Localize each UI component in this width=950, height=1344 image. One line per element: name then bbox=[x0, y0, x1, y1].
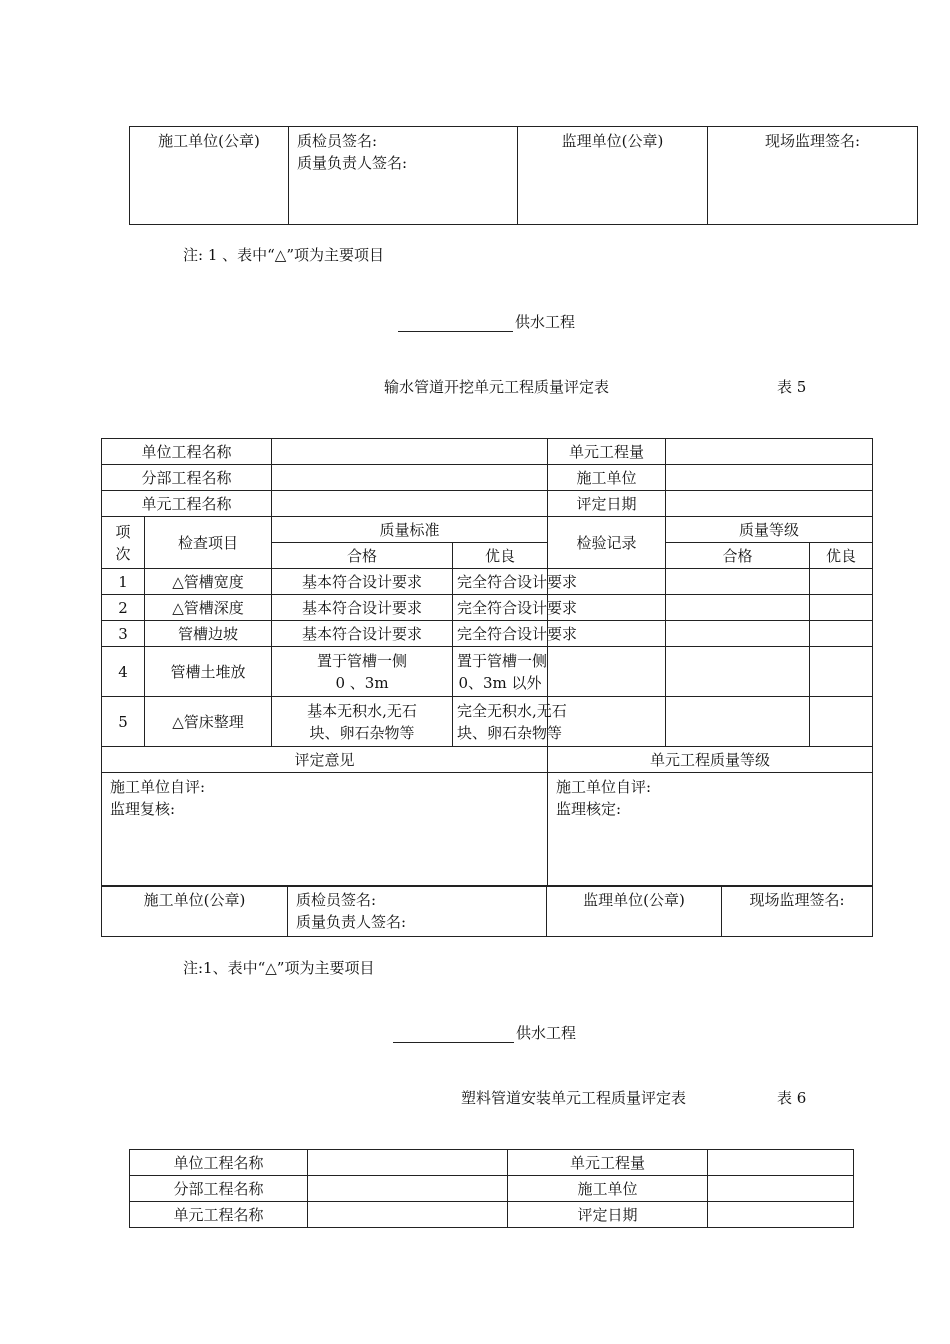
excellent-standard bbox=[453, 697, 567, 747]
grade-qualified-cell bbox=[666, 569, 810, 595]
grade-qualified-cell bbox=[666, 621, 810, 647]
qualified-standard bbox=[272, 647, 453, 697]
grade-excellent-cell bbox=[810, 569, 873, 595]
site-supervisor-signature-cell bbox=[708, 127, 918, 225]
element-project-name-label: 单元工程名称 bbox=[102, 491, 272, 517]
assessment-date-label: 评定日期 bbox=[548, 491, 666, 517]
assessment-date-label: 评定日期 bbox=[508, 1202, 708, 1228]
table-row bbox=[102, 621, 873, 647]
element-quantity-value bbox=[708, 1150, 854, 1176]
construction-unit-seal-label: 施工单位(公章) bbox=[158, 132, 260, 150]
unit-project-name-label: 单位工程名称 bbox=[102, 439, 272, 465]
table5-title: 输水管道开挖单元工程质量评定表 bbox=[384, 378, 610, 396]
project-suffix: 供水工程 bbox=[515, 313, 576, 331]
qualified-standard: 基本符合设计要求 bbox=[272, 569, 453, 595]
grade-qualified-cell bbox=[666, 647, 810, 697]
quality-head-signature-label: 质量负责人签名: bbox=[296, 913, 407, 931]
excellent-standard-line2: 块、卵石杂物等 bbox=[457, 723, 563, 742]
grade-excellent-header: 优良 bbox=[810, 543, 873, 569]
construction-unit-label: 施工单位 bbox=[548, 465, 666, 491]
construction-unit-value bbox=[666, 465, 873, 491]
row-number: 2 bbox=[102, 595, 145, 621]
unit-project-name-label: 单位工程名称 bbox=[130, 1150, 308, 1176]
supervision-unit-seal-cell bbox=[547, 886, 722, 937]
site-supervisor-signature-label: 现场监理签名: bbox=[749, 891, 845, 909]
inspector-signature-cell bbox=[289, 127, 518, 225]
table6-title: 塑料管道安装单元工程质量评定表 bbox=[461, 1089, 687, 1107]
table-row bbox=[102, 647, 873, 697]
element-quantity-value bbox=[666, 439, 873, 465]
excellent-standard: 完全符合设计要求 bbox=[453, 621, 548, 647]
unit-project-name-value bbox=[272, 439, 548, 465]
check-item: 管槽边坡 bbox=[145, 621, 272, 647]
qualified-standard bbox=[272, 697, 453, 747]
grade-qualified-cell bbox=[666, 697, 810, 747]
note-mid: 注:1、表中“△”项为主要项目 bbox=[183, 959, 375, 977]
inspection-record-cell bbox=[548, 647, 666, 697]
table6-number: 表 6 bbox=[777, 1089, 807, 1107]
grade-excellent-cell bbox=[810, 595, 873, 621]
element-project-name-label: 单元工程名称 bbox=[130, 1202, 308, 1228]
qualified-standard-header: 合格 bbox=[272, 543, 453, 569]
assessment-opinion-cell bbox=[102, 773, 548, 887]
qualified-standard-line1: 基本无积水,无石 bbox=[307, 701, 417, 720]
element-quantity-label: 单元工程量 bbox=[508, 1150, 708, 1176]
construction-unit-seal-cell bbox=[102, 886, 288, 937]
row-number: 5 bbox=[102, 697, 145, 747]
qualified-standard-line2: 块、卵石杂物等 bbox=[309, 723, 415, 742]
inspector-signature-cell bbox=[288, 886, 547, 937]
unit-project-name-value bbox=[308, 1150, 508, 1176]
item-number-header-line1: 项 bbox=[115, 522, 131, 541]
grade-qualified-header: 合格 bbox=[666, 543, 810, 569]
element-project-name-value bbox=[272, 491, 548, 517]
construction-unit-seal-label: 施工单位(公章) bbox=[143, 891, 246, 909]
assessment-date-value bbox=[708, 1202, 854, 1228]
excellent-standard-line1: 完全无积水,无石 bbox=[457, 701, 567, 720]
project-suffix: 供水工程 bbox=[516, 1024, 577, 1042]
qualified-standard-line1: 置于管槽一侧 bbox=[317, 651, 408, 670]
note-top: 注: 1 、表中“△”项为主要项目 bbox=[183, 246, 385, 264]
table-row bbox=[102, 595, 873, 621]
element-project-name-value bbox=[308, 1202, 508, 1228]
project-title-6 bbox=[393, 1022, 576, 1043]
construction-unit-label: 施工单位 bbox=[508, 1176, 708, 1202]
grade-qualified-cell bbox=[666, 595, 810, 621]
qualified-standard-line2: 0 、3m bbox=[335, 673, 389, 692]
quality-head-signature-label: 质量负责人签名: bbox=[297, 154, 408, 172]
site-supervisor-signature-cell bbox=[722, 886, 873, 937]
qualified-standard: 基本符合设计要求 bbox=[272, 621, 453, 647]
quality-grade-header: 质量等级 bbox=[666, 517, 873, 543]
check-item: △管槽深度 bbox=[145, 595, 272, 621]
row-number: 3 bbox=[102, 621, 145, 647]
grade-excellent-cell bbox=[810, 647, 873, 697]
table-row bbox=[102, 569, 873, 595]
division-project-name-value bbox=[308, 1176, 508, 1202]
division-project-name-value bbox=[272, 465, 548, 491]
table-row bbox=[102, 697, 873, 747]
table5 bbox=[101, 438, 873, 887]
site-supervisor-signature-label: 现场监理签名: bbox=[764, 132, 861, 150]
quality-standard-header: 质量标准 bbox=[272, 517, 548, 543]
excellent-standard: 完全符合设计要求 bbox=[453, 595, 548, 621]
project-name-blank bbox=[393, 1026, 514, 1043]
assessment-opinion-header: 评定意见 bbox=[102, 747, 548, 773]
self-assessment-label: 施工单位自评: bbox=[110, 778, 206, 796]
table5-number: 表 5 bbox=[777, 378, 807, 396]
supervision-verify-label: 监理核定: bbox=[556, 800, 622, 818]
table6 bbox=[129, 1149, 854, 1228]
construction-unit-seal-cell bbox=[130, 127, 289, 225]
excellent-standard-line1: 置于管槽一侧 bbox=[457, 651, 548, 670]
division-project-name-label: 分部工程名称 bbox=[130, 1176, 308, 1202]
excellent-standard-header: 优良 bbox=[453, 543, 548, 569]
check-item: △管槽宽度 bbox=[145, 569, 272, 595]
division-project-name-label: 分部工程名称 bbox=[102, 465, 272, 491]
excellent-standard: 完全符合设计要求 bbox=[453, 569, 548, 595]
inspection-record-header: 检验记录 bbox=[548, 517, 666, 569]
supervision-unit-seal-cell bbox=[518, 127, 708, 225]
excellent-standard-line2: 0、3m 以外 bbox=[458, 673, 542, 692]
element-quality-grade-header: 单元工程质量等级 bbox=[548, 747, 873, 773]
grade-excellent-cell bbox=[810, 697, 873, 747]
table5-signature-table bbox=[101, 885, 873, 937]
item-number-header-line2: 次 bbox=[115, 544, 131, 563]
check-item: 管槽土堆放 bbox=[145, 647, 272, 697]
project-title-5 bbox=[398, 311, 575, 332]
row-number: 4 bbox=[102, 647, 145, 697]
supervision-review-label: 监理复核: bbox=[110, 800, 176, 818]
element-quantity-label: 单元工程量 bbox=[548, 439, 666, 465]
supervision-unit-seal-label: 监理单位(公章) bbox=[561, 132, 664, 150]
qualified-standard: 基本符合设计要求 bbox=[272, 595, 453, 621]
item-number-header bbox=[102, 517, 145, 569]
supervision-unit-seal-label: 监理单位(公章) bbox=[583, 891, 685, 909]
construction-unit-value bbox=[708, 1176, 854, 1202]
inspector-signature-label: 质检员签名: bbox=[296, 891, 377, 909]
top-signature-table bbox=[129, 126, 918, 225]
grade-self-assessment-label: 施工单位自评: bbox=[556, 778, 652, 796]
element-quality-grade-cell bbox=[548, 773, 873, 887]
excellent-standard bbox=[453, 647, 548, 697]
inspector-signature-label: 质检员签名: bbox=[297, 132, 378, 150]
check-item: △管床整理 bbox=[145, 697, 272, 747]
check-item-header: 检查项目 bbox=[145, 517, 272, 569]
project-name-blank bbox=[398, 315, 513, 332]
grade-excellent-cell bbox=[810, 621, 873, 647]
assessment-date-value bbox=[666, 491, 873, 517]
row-number: 1 bbox=[102, 569, 145, 595]
